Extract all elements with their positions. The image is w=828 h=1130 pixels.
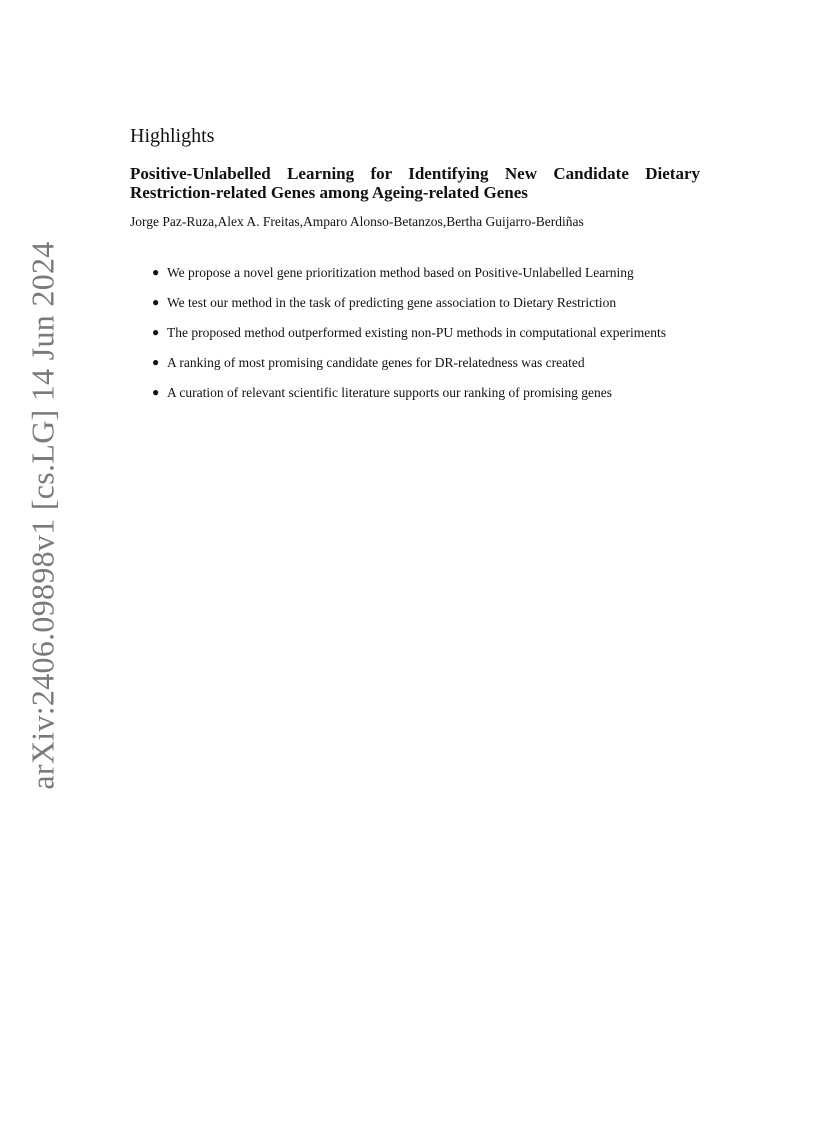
highlight-item	[152, 354, 700, 371]
highlight-item	[152, 324, 700, 341]
bullet-icon: ●	[152, 295, 160, 309]
section-heading: Highlights	[130, 125, 215, 147]
arxiv-sidebar-stamp	[18, 240, 68, 790]
highlight-text: A ranking of most promising candidate genes for DR-relatedness was created	[167, 355, 585, 370]
highlight-text: The proposed method outperformed existing non-PU methods in computational experiments	[167, 325, 667, 340]
highlights-page	[130, 125, 700, 414]
bullet-icon: ●	[152, 325, 160, 339]
bullet-icon: ●	[152, 265, 160, 279]
paper-title: Positive-Unlabelled Learning for Identifying New Candidate Dietary Restriction-related Genes among Ageing-related Genes	[130, 164, 700, 202]
bullet-icon: ●	[152, 385, 160, 399]
highlight-text: We propose a novel gene prioritization method based on Positive-Unlabelled Learning	[167, 265, 634, 280]
highlight-item	[152, 294, 700, 311]
arxiv-identifier: arXiv:2406.09898v1 [cs.LG] 14 Jun 2024	[24, 240, 61, 790]
highlight-text: A curation of relevant scientific literature supports our ranking of promising genes	[167, 385, 612, 400]
highlight-item	[152, 264, 700, 281]
author-list: Jorge Paz-Ruza,Alex A. Freitas,Amparo Alonso-Betanzos,Bertha Guijarro-Berdiñas	[130, 214, 584, 229]
highlight-text: We test our method in the task of predicting gene association to Dietary Restriction	[167, 295, 617, 310]
highlight-item	[152, 384, 700, 401]
bullet-icon: ●	[152, 355, 160, 369]
highlights-list	[130, 264, 700, 401]
